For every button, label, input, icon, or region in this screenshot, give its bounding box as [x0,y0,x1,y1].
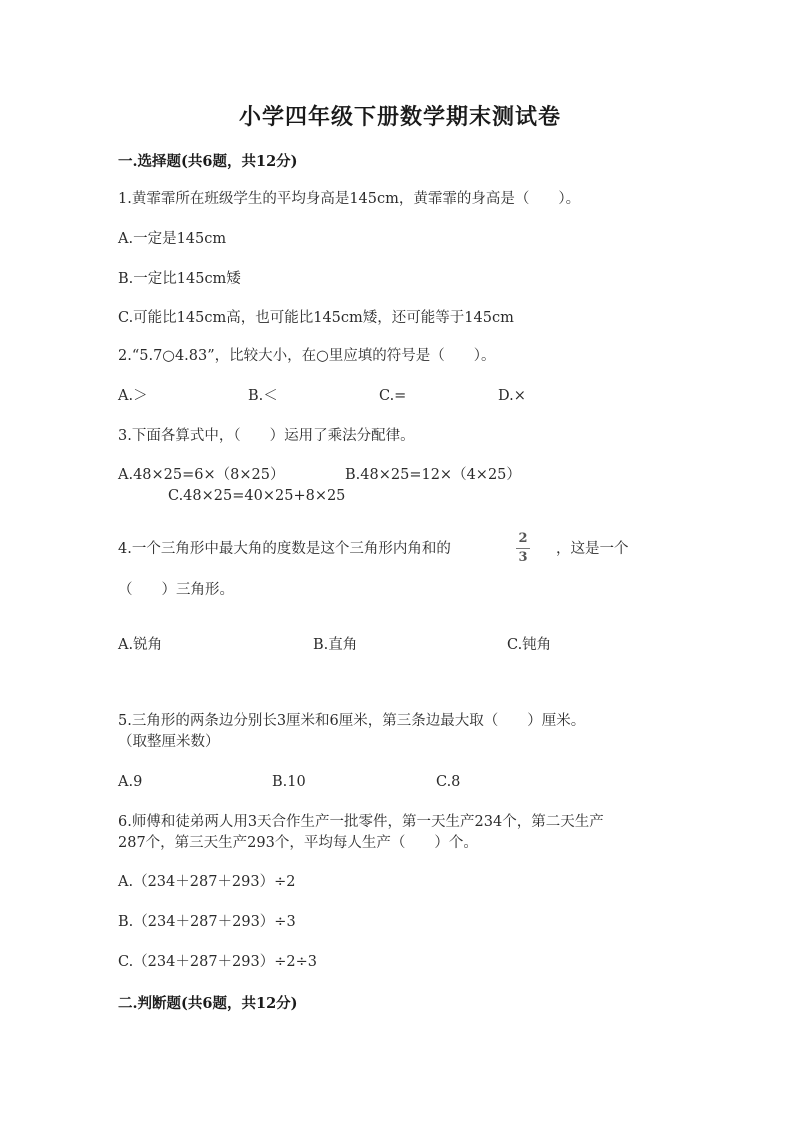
question-5-option-a: A.9 [118,774,143,790]
question-5-stem-line2: （取整厘米数） [118,734,220,750]
fraction-two-thirds [512,532,534,565]
question-2-option-a: A.＞ [118,388,148,404]
page-title: 小学四年级下册数学期末测试卷 [238,104,561,130]
question-1-option-c: C.可能比145cm高，也可能比145cm矮，还可能等于145cm [118,310,514,326]
question-3-option-c: C.48×25=40×25+8×25 [168,488,346,504]
question-1-option-a: A.一定是145cm [118,231,227,247]
question-2-stem: 2.“5.7○4.83”，比较大小，在○里应填的符号是（ ）。 [118,348,496,364]
section-heading-choice: 一.选择题(共6题，共12分) [118,153,298,170]
question-6-stem-line2: 287个，第三天生产293个，平均每人生产（ ）个。 [118,835,478,851]
section-heading-judgment: 二.判断题(共6题，共12分) [118,995,298,1012]
question-6-option-a: A.（234＋287＋293）÷2 [118,874,296,890]
question-5-option-b: B.10 [272,774,306,790]
fraction-bar [516,548,530,549]
question-4-stem-part1: 4.一个三角形中最大角的度数是这个三角形内角和的 [118,541,451,557]
fraction-denominator: 3 [518,550,528,565]
question-4-option-c: C.钝角 [507,637,552,653]
question-1-stem: 1.黄霏霏所在班级学生的平均身高是145cm，黄霏霏的身高是（ ）。 [118,191,581,207]
question-5-option-c: C.8 [436,774,461,790]
question-6-stem-line1: 6.师傅和徒弟两人用3天合作生产一批零件，第一天生产234个，第二天生产 [118,814,604,830]
fraction-numerator: 2 [518,531,528,546]
question-3-option-a: A.48×25=6×（8×25） [118,467,285,483]
question-4-stem-line2: （ ）三角形。 [118,582,234,598]
question-6-option-b: B.（234＋287＋293）÷3 [118,914,296,930]
question-4-option-a: A.锐角 [118,637,163,653]
question-1-option-b: B.一定比145cm矮 [118,271,241,287]
question-3-option-b: B.48×25=12×（4×25） [345,467,521,483]
question-3-stem: 3.下面各算式中，（ ）运用了乘法分配律。 [118,428,415,444]
question-2-option-c: C.= [379,388,407,404]
question-5-stem-line1: 5.三角形的两条边分别长3厘米和6厘米，第三条边最大取（ ）厘米。 [118,713,586,729]
question-2-option-b: B.＜ [248,388,278,404]
question-2-option-d: D.× [498,388,526,404]
question-4-stem-part2: ，这是一个 [556,541,629,557]
question-6-option-c: C.（234＋287＋293）÷2÷3 [118,954,317,970]
question-4-option-b: B.直角 [313,637,358,653]
